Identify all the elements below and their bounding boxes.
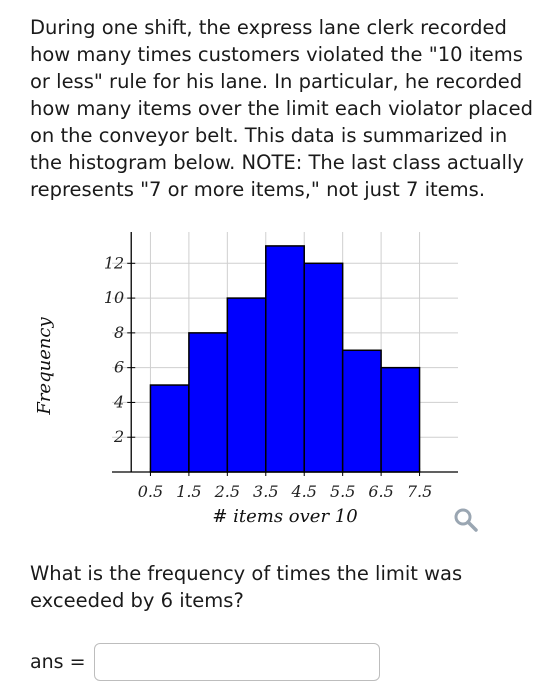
x-axis-label: # items over 10 <box>212 506 358 527</box>
answer-input[interactable] <box>94 643 380 681</box>
x-tick-label: 4.5 <box>291 482 317 501</box>
x-tick-label: 6.5 <box>368 482 394 501</box>
y-axis-label: Frequency <box>34 317 55 415</box>
histogram-bar <box>381 368 419 472</box>
histogram-bar <box>266 246 304 472</box>
answer-label: ans = <box>30 651 86 673</box>
magnifier-icon[interactable] <box>452 505 482 535</box>
y-tick-label: 6 <box>114 357 125 377</box>
x-tick-label: 0.5 <box>137 482 164 501</box>
question-text: What is the frequency of times the limit was exceeded by 6 items? <box>30 562 463 612</box>
y-tick-label: 10 <box>103 288 125 308</box>
histogram <box>30 222 490 532</box>
y-tick-label: 12 <box>103 253 125 273</box>
problem-intro: During one shift, the express lane clerk recorded how many times customers violated the "10 items or less" rule for his lane. In particular, he recorded how many items over the limit each violator placed on the conveyor belt. This data is summarized in the histogram below. NOTE: The last class actually represents "7 or more items," not just 7 items. <box>30 16 533 201</box>
y-tick-label: 4 <box>114 392 125 412</box>
x-tick-label: 7.5 <box>406 482 433 501</box>
histogram-svg <box>30 222 490 532</box>
x-tick-label: 5.5 <box>329 482 356 501</box>
histogram-bar <box>189 333 227 472</box>
y-tick-label: 8 <box>114 322 125 342</box>
histogram-bar <box>304 263 342 472</box>
x-tick-label: 1.5 <box>176 482 202 501</box>
y-tick-label: 2 <box>114 427 125 447</box>
histogram-bar <box>227 298 265 472</box>
x-tick-label: 3.5 <box>253 482 279 501</box>
histogram-bar <box>343 350 381 472</box>
histogram-bar <box>150 385 188 472</box>
x-tick-label: 2.5 <box>214 482 241 501</box>
answer-row <box>30 643 380 681</box>
